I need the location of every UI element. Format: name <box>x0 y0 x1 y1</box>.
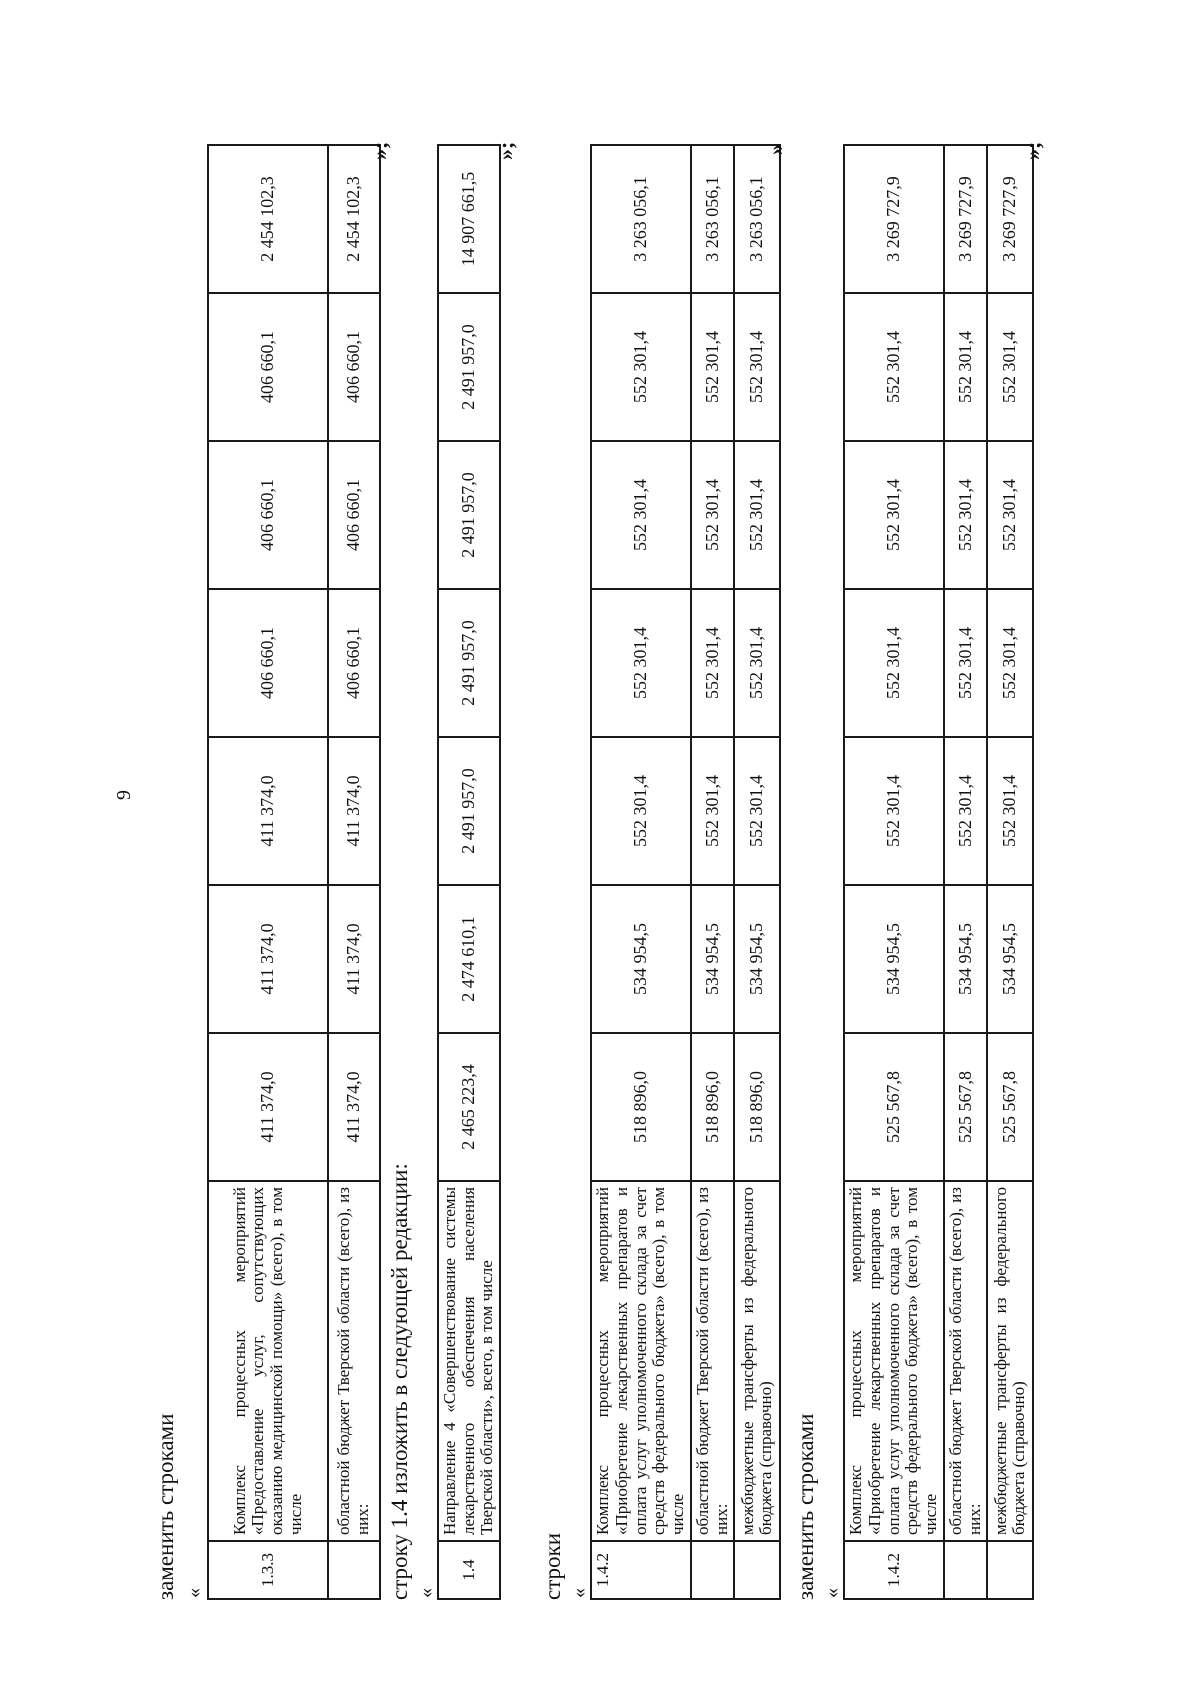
row-value: 552 301,4 <box>844 441 944 589</box>
table-row <box>691 145 734 1599</box>
row-value: 534 954,5 <box>691 885 734 1033</box>
row-value: 534 954,5 <box>591 885 691 1033</box>
section-heading-replace-rows: заменить строками <box>153 1413 178 1600</box>
row-value: 3 263 056,1 <box>734 145 780 293</box>
row-description: Комплекс процессных мероприятий «Приобретение лекарственных препаратов и оплата услуг уполномоченного склада за счет средств федерального бюджета» (всего), в том числе <box>844 1181 944 1541</box>
row-code: 1.3.3 <box>208 1541 328 1599</box>
row-value: 525 567,8 <box>987 1033 1033 1181</box>
row-value: 2 491 957,0 <box>438 441 500 589</box>
section-heading-line-1-4: строку 1.4 изложить в следующей редакции: <box>387 1163 412 1600</box>
table-row <box>734 145 780 1599</box>
table-row <box>591 145 691 1599</box>
row-value: 525 567,8 <box>944 1033 987 1181</box>
row-value: 552 301,4 <box>591 441 691 589</box>
row-value: 2 474 610,1 <box>438 885 500 1033</box>
row-value: 534 954,5 <box>734 885 780 1033</box>
row-value: 518 896,0 <box>591 1033 691 1181</box>
row-value: 552 301,4 <box>734 293 780 441</box>
section-heading-rows: строки <box>540 1532 565 1600</box>
row-value: 406 660,1 <box>328 441 380 589</box>
section-heading-replace-rows: заменить строками <box>793 1413 818 1600</box>
row-value: 534 954,5 <box>944 885 987 1033</box>
row-value: 2 491 957,0 <box>438 737 500 885</box>
row-code: 1.4.2 <box>591 1541 691 1599</box>
row-description: областной бюджет Тверской области (всего), из них: <box>328 1181 380 1541</box>
close-quote: »; <box>1020 141 1045 160</box>
row-value: 525 567,8 <box>844 1033 944 1181</box>
open-quote: « <box>821 1588 843 1598</box>
row-value: 411 374,0 <box>208 737 328 885</box>
table-row <box>328 145 380 1599</box>
row-value: 411 374,0 <box>328 1033 380 1181</box>
row-value: 2 491 957,0 <box>438 589 500 737</box>
row-value: 552 301,4 <box>987 589 1033 737</box>
row-value: 552 301,4 <box>944 737 987 885</box>
table-row <box>987 145 1033 1599</box>
row-value: 552 301,4 <box>591 589 691 737</box>
close-quote: »; <box>493 141 518 160</box>
page-number: 9 <box>113 790 135 800</box>
row-description: межбюджетные трансферты из федерального бюджета (справочно) <box>987 1181 1033 1541</box>
table-row <box>844 145 944 1599</box>
row-value: 552 301,4 <box>987 441 1033 589</box>
table-section-1-4-2-new <box>843 144 1034 1600</box>
table-section-1-3-3 <box>207 144 381 1600</box>
row-code <box>734 1541 780 1599</box>
row-value: 552 301,4 <box>691 293 734 441</box>
row-description: областной бюджет Тверской области (всего), из них: <box>944 1181 987 1541</box>
row-code <box>987 1541 1033 1599</box>
table-section-1-4-2-old <box>590 144 781 1600</box>
row-value: 552 301,4 <box>691 589 734 737</box>
row-description: Комплекс процессных мероприятий «Предоставление услуг, сопутствующих оказанию медицинской помощи» (всего), в том числе <box>208 1181 328 1541</box>
row-value: 2 491 957,0 <box>438 293 500 441</box>
row-value: 552 301,4 <box>944 589 987 737</box>
row-value: 2 465 223,4 <box>438 1033 500 1181</box>
row-value: 552 301,4 <box>691 737 734 885</box>
row-value: 552 301,4 <box>844 737 944 885</box>
row-value: 518 896,0 <box>691 1033 734 1181</box>
close-quote: » <box>763 144 788 155</box>
row-value: 552 301,4 <box>844 293 944 441</box>
rotated-document-page <box>35 60 1165 1660</box>
row-value: 552 301,4 <box>691 441 734 589</box>
table-row <box>438 145 500 1599</box>
row-value: 406 660,1 <box>208 589 328 737</box>
row-value: 552 301,4 <box>944 441 987 589</box>
row-value: 534 954,5 <box>844 885 944 1033</box>
row-description: межбюджетные трансферты из федерального бюджета (справочно) <box>734 1181 780 1541</box>
row-value: 3 269 727,9 <box>944 145 987 293</box>
table-row <box>208 145 328 1599</box>
row-value: 406 660,1 <box>208 293 328 441</box>
row-value: 552 301,4 <box>734 737 780 885</box>
row-code <box>944 1541 987 1599</box>
row-description: Направление 4 «Совершенствование системы лекарственного обеспечения населения Тверской области», всего, в том числе <box>438 1181 500 1541</box>
table-row <box>944 145 987 1599</box>
row-value: 552 301,4 <box>734 589 780 737</box>
row-value: 552 301,4 <box>734 441 780 589</box>
row-code: 1.4.2 <box>844 1541 944 1599</box>
row-value: 552 301,4 <box>591 737 691 885</box>
row-description: областной бюджет Тверской области (всего), из них: <box>691 1181 734 1541</box>
row-description: Комплекс процессных мероприятий «Приобретение лекарственных препаратов и оплата услуг уполномоченного склада за счет средств федерального бюджета» (всего), в том числе <box>591 1181 691 1541</box>
row-value: 411 374,0 <box>208 1033 328 1181</box>
open-quote: « <box>568 1588 590 1598</box>
row-code: 1.4 <box>438 1541 500 1599</box>
row-value: 411 374,0 <box>208 885 328 1033</box>
table-section-1-4 <box>437 144 501 1600</box>
row-value: 2 454 102,3 <box>328 145 380 293</box>
row-value: 3 263 056,1 <box>591 145 691 293</box>
row-value: 552 301,4 <box>987 737 1033 885</box>
row-value: 3 269 727,9 <box>844 145 944 293</box>
row-value: 3 263 056,1 <box>691 145 734 293</box>
row-value: 3 269 727,9 <box>987 145 1033 293</box>
open-quote: « <box>183 1588 205 1598</box>
row-value: 406 660,1 <box>328 293 380 441</box>
row-code <box>691 1541 734 1599</box>
row-value: 411 374,0 <box>328 737 380 885</box>
row-value: 552 301,4 <box>591 293 691 441</box>
row-code <box>328 1541 380 1599</box>
row-value: 552 301,4 <box>944 293 987 441</box>
row-value: 2 454 102,3 <box>208 145 328 293</box>
row-value: 518 896,0 <box>734 1033 780 1181</box>
row-value: 14 907 661,5 <box>438 145 500 293</box>
row-value: 552 301,4 <box>987 293 1033 441</box>
row-value: 406 660,1 <box>208 441 328 589</box>
row-value: 411 374,0 <box>328 885 380 1033</box>
row-value: 406 660,1 <box>328 589 380 737</box>
close-quote: »; <box>367 141 392 160</box>
open-quote: « <box>415 1588 437 1598</box>
row-value: 534 954,5 <box>987 885 1033 1033</box>
row-value: 552 301,4 <box>844 589 944 737</box>
